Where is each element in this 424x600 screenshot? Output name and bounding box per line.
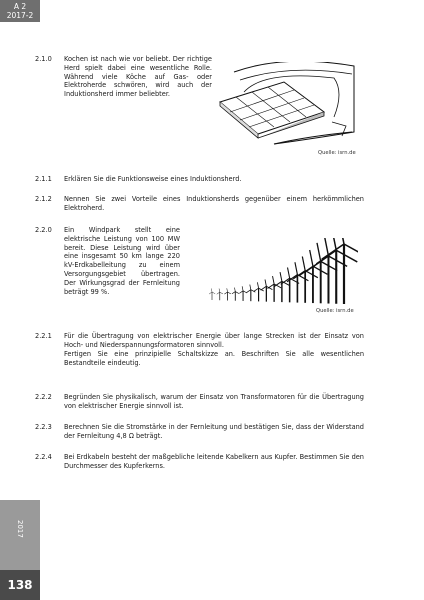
turbine-blade [322, 244, 344, 259]
turbine-blade [243, 291, 247, 293]
turbine-blade [254, 288, 259, 291]
turbine-blade [288, 268, 290, 279]
turbine-blade [234, 288, 235, 292]
exam-year-label: 2017-2 [6, 11, 34, 20]
task-number: 2.2.2 [35, 393, 52, 401]
turbine-blade [287, 275, 297, 282]
turbine-blade [265, 279, 266, 286]
induction-cooktop-illustration [214, 62, 356, 148]
side-year-label: 2017 [16, 520, 24, 538]
turbine-blade [217, 292, 220, 294]
windpark-caption: Quelle: isrn.de [316, 308, 354, 314]
turbine-blade [247, 290, 251, 293]
turbine-blade [250, 285, 251, 290]
turbine-blade [235, 292, 239, 294]
task-number: 2.2.4 [35, 453, 52, 461]
turbine-blade [220, 292, 223, 294]
section-tab [0, 0, 40, 22]
turbine-blade [295, 262, 297, 274]
task-text-continued: Fertigen Sie eine prinzipielle Schaltskizze an. Beschriften Sie alle wesentlichen Bestandteile eindeutig. [64, 350, 364, 367]
task-text: Erklären Sie die Funktionsweise eines Induktionsherd. [64, 175, 242, 183]
turbine-blade [212, 292, 215, 294]
task-text: Kochen ist nach wie vor beliebt. Der richtige Herd spielt dabei eine wesentliche Rolle. Während viele Köche auf Gas- oder Elektroherde schwören, wird auch der Induktionsherd immer beliebter. [64, 55, 212, 99]
turbine-blade [324, 238, 328, 256]
task-number: 2.2.0 [35, 226, 52, 234]
task-text: Für die Übertragung von elektrischer Energie über lange Strecken ist der Einsatz von Hoch- und Niederspannungsformatoren sinnvoll. [64, 332, 364, 349]
page-number: 138 [0, 570, 40, 600]
turbine-blade [336, 250, 357, 262]
turbine-blade [282, 281, 290, 286]
turbine-blade [280, 272, 282, 281]
task-number: 2.1.2 [35, 195, 52, 203]
turbine-blade [339, 238, 344, 244]
turbine-blade [228, 292, 231, 294]
turbine-blade [224, 292, 227, 294]
turbine-blade [310, 250, 313, 266]
task-text: Berechnen Sie die Stromstärke in der Fernleitung und bestätigen Sie, dass der Widerstand der Fernleitung 4,8 Ω beträgt. [64, 423, 364, 440]
turbine-blade [211, 288, 212, 292]
turbine-blade [317, 243, 321, 261]
turbine-blade [305, 271, 318, 278]
turbine-blade [332, 238, 337, 250]
task-number: 2.1.0 [35, 55, 52, 63]
windpark-illustration [206, 238, 358, 308]
turbine-blade [267, 284, 274, 289]
turbine-blade [242, 286, 243, 290]
task-number: 2.1.1 [35, 175, 52, 183]
task-number: 2.2.3 [35, 423, 52, 431]
section-label: A 2 [13, 2, 27, 11]
turbine-blade [239, 291, 243, 294]
turbine-blade [232, 292, 235, 294]
turbine-blade [273, 276, 275, 284]
turbine-blade [302, 256, 305, 270]
turbine-blade [209, 292, 212, 294]
cooktop-caption: Quelle: isrn.de [318, 150, 356, 156]
turbine-blade [219, 289, 220, 293]
turbine-blade [227, 288, 228, 292]
task-text: Bei Erdkabeln besteht der maßgebliche leitende Kabelkern aus Kupfer. Bestimmen Sie den Durchmesser des Kupferkerns. [64, 453, 364, 470]
side-year-tab [0, 500, 40, 570]
task-number: 2.2.1 [35, 332, 52, 340]
turbine-blade [257, 282, 258, 288]
turbine-blade [261, 286, 267, 290]
task-text: Begründen Sie physikalisch, warum der Einsatz von Transformatoren für die Übertragung von elektrischer Energie sinnvoll ist. [64, 393, 364, 410]
task-text: Nennen Sie zwei Vorteile eines Induktionsherds gegenüber einem herkömmlichen Elektroherd. [64, 195, 364, 212]
task-text: Ein Windpark stellt eine elektrische Leistung von 100 MW bereit. Diese Leistung wird über eine insgesamt 50 km lange 220 kV-Erdkabelleitung zu einem Versorgungsgebiet übertragen. Der Wirkungsgrad der Fernleitung beträgt 99 %. [64, 226, 180, 296]
